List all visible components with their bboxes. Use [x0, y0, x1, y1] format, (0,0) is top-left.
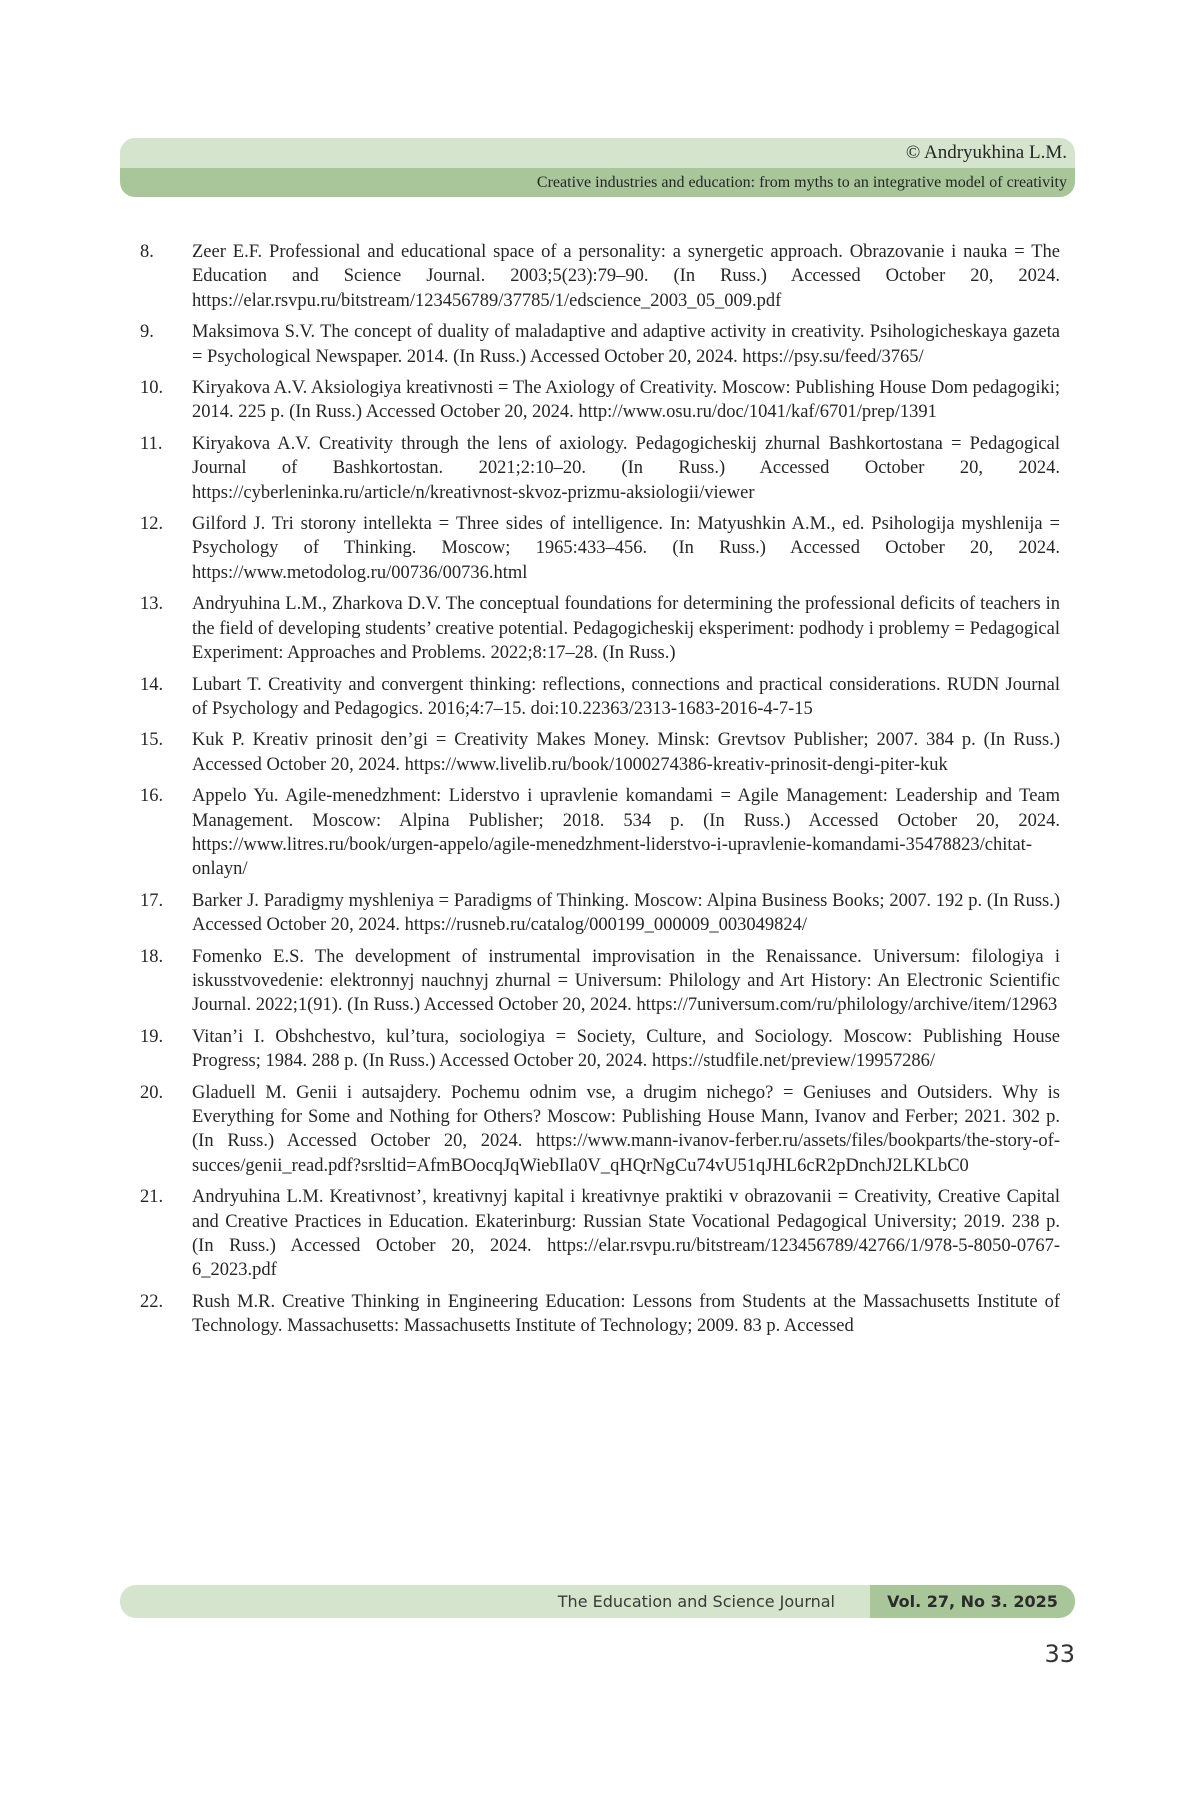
reference-text: Appelo Yu. Agile-menedzhment: Liderstvo i upravlenie komandami = Agile Management: Leadership and Team Management. Moscow: Alpina Publisher; 2018. 534 p. (In Russ.) Accessed October 20, 2024. https://www.litres.ru/book/urgen-appelo/agile-menedzhment-liderstvo-i-upravlenie-komandami-35478823/chitat-onlayn/	[192, 786, 1060, 880]
reference-item	[120, 945, 1060, 1018]
footer-volume-badge: Vol. 27, No 3. 2025	[870, 1585, 1075, 1618]
reference-number: 18.	[140, 946, 164, 967]
reference-text: Lubart T. Creativity and convergent thinking: reflections, connections and practical considerations. RUDN Journal of Psychology and Pedagogics. 2016;4:7–15. doi:10.22363/2313-1683-2016-4-7-15	[192, 674, 1060, 719]
reference-number: 11.	[140, 433, 163, 454]
reference-item	[120, 512, 1060, 585]
reference-number: 16.	[140, 786, 164, 807]
reference-number: 20.	[140, 1082, 164, 1103]
page-number: 33	[1044, 1640, 1075, 1668]
reference-item	[120, 592, 1060, 665]
reference-number: 21.	[140, 1187, 164, 1208]
reference-text: Gladuell M. Genii i autsajdery. Pochemu odnim vse, a drugim nichego? = Geniuses and Outsiders. Why is Everything for Some and Nothing for Others? Moscow: Publishing House Mann, Ivanov and Ferber; 2021. 302 p. (In Russ.) Accessed October 20, 2024. https://www.mann-ivanov-ferber.ru/assets/files/bookparts/the-story-of-succes/genii_read.pdf?srsltid=AfmBOocqJqWiebIla0V_qHQrNgCu74vU51qJHL6cR2pDnchJ2LKLbC0	[192, 1082, 1060, 1176]
footer-journal-name: The Education and Science Journal	[557, 1592, 835, 1611]
reference-number: 15.	[140, 730, 164, 751]
running-header-title-band	[120, 168, 1075, 197]
footer-band	[120, 1585, 1075, 1618]
reference-item	[120, 240, 1060, 313]
reference-item	[120, 673, 1060, 722]
reference-item	[120, 728, 1060, 777]
reference-item	[120, 1025, 1060, 1074]
reference-number: 13.	[140, 594, 164, 615]
reference-text: Barker J. Paradigmy myshleniya = Paradigms of Thinking. Moscow: Alpina Business Books; 2007. 192 p. (In Russ.) Accessed October 20, 2024. https://rusneb.ru/catalog/000199_000009_003049824/	[192, 890, 1060, 936]
header-author: © Andryukhina L.M.	[905, 142, 1067, 163]
reference-text: Gilford J. Tri storony intellekta = Three sides of intelligence. In: Matyushkin A.M., ed. Psihologija myshlenija = Psychology of Thinking. Moscow; 1965:433–456. (In Russ.) Accessed October 20, 2024. https://www.metodolog.ru/00736/00736.html	[192, 514, 1060, 583]
running-header-author-band	[120, 138, 1075, 168]
reference-text: Zeer E.F. Professional and educational space of a personality: a synergetic approach. Obrazovanie i nauka = The Education and Science Journal. 2003;5(23):79–90. (In Russ.) Accessed October 20, 2024. https://elar.rsvpu.ru/bitstream/123456789/37785/1/edscience_2003_05_009.pdf	[192, 242, 1060, 311]
reference-text: Kiryakova A.V. Aksiologiya kreativnosti = The Axiology of Creativity. Moscow: Publishing House Dom pedagogiki; 2014. 225 p. (In Russ.) Accessed October 20, 2024. http://www.osu.ru/doc/1041/kaf/6701/prep/1391	[192, 378, 1060, 423]
reference-text: Maksimova S.V. The concept of duality of maladaptive and adaptive activity in creativity. Psihologicheskaya gazeta = Psychological Newspaper. 2014. (In Russ.) Accessed October 20, 2024. https://psy.su/feed/3765/	[192, 322, 1060, 367]
reference-number: 9.	[140, 322, 154, 343]
reference-text: Kiryakova A.V. Creativity through the lens of axiology. Pedagogicheskij zhurnal Bashkortostana = Pedagogical Journal of Bashkortostan. 2021;2:10–20. (In Russ.) Accessed October 20, 2024. https://cyberleninka.ru/article/n/kreativnost-skvoz-prizmu-aksiologii/viewer	[192, 433, 1060, 503]
reference-number: 14.	[140, 674, 164, 695]
reference-text: Andryuhina L.M., Zharkova D.V. The conceptual foundations for determining the professional deficits of teachers in the field of developing students’ creative potential. Pedagogicheskij eksperiment: podhody i problemy = Pedagogical Experiment: Approaches and Problems. 2022;8:17–28. (In Russ.)	[192, 594, 1060, 664]
reference-item	[120, 1290, 1060, 1339]
reference-list	[120, 240, 1060, 1346]
reference-text: Vitan’i I. Obshchestvo, kul’tura, sociologiya = Society, Culture, and Sociology. Moscow: Publishing House Progress; 1984. 288 p. (In Russ.) Accessed October 20, 2024. https://studfile.net/preview/19957286/	[192, 1026, 1060, 1072]
reference-text: Andryuhina L.M. Kreativnost’, kreativnyj kapital i kreativnye praktiki v obrazovanii = Creativity, Creative Capital and Creative Practices in Education. Ekaterinburg: Russian State Vocational Pedagogical University; 2019. 238 p. (In Russ.) Accessed October 20, 2024. https://elar.rsvpu.ru/bitstream/123456789/42766/1/978-5-8050-0767-6_2023.pdf	[192, 1187, 1060, 1281]
reference-text: Rush M.R. Creative Thinking in Engineering Education: Lessons from Students at the Massachusetts Institute of Technology. Massachusetts: Massachusetts Institute of Technology; 2009. 83 p. Accessed	[192, 1291, 1060, 1337]
reference-item	[120, 376, 1060, 425]
header-article-title: Creative industries and education: from myths to an integrative model of creativity	[536, 173, 1067, 191]
reference-number: 10.	[140, 378, 164, 399]
reference-item	[120, 432, 1060, 505]
reference-item	[120, 1081, 1060, 1179]
reference-item	[120, 320, 1060, 369]
reference-item	[120, 784, 1060, 882]
reference-item	[120, 889, 1060, 938]
reference-number: 17.	[140, 890, 164, 911]
reference-text: Fomenko E.S. The development of instrumental improvisation in the Renaissance. Universum: filologiya i iskusstvovedenie: elektronnyj nauchnyj zhurnal = Universum: Philology and Art History: An Electronic Scientific Journal. 2022;1(91). (In Russ.) Accessed October 20, 2024. https://7universum.com/ru/philology/archive/item/12963	[192, 946, 1060, 1016]
reference-number: 12.	[140, 514, 164, 535]
reference-text: Kuk P. Kreativ prinosit den’gi = Creativity Makes Money. Minsk: Grevtsov Publisher; 2007. 384 p. (In Russ.) Accessed October 20, 2024. https://www.livelib.ru/book/1000274386-kreativ-prinosit-dengi-piter-kuk	[192, 730, 1060, 775]
reference-number: 8.	[140, 242, 154, 262]
reference-number: 22.	[140, 1291, 164, 1312]
reference-number: 19.	[140, 1026, 164, 1047]
reference-item	[120, 1185, 1060, 1283]
